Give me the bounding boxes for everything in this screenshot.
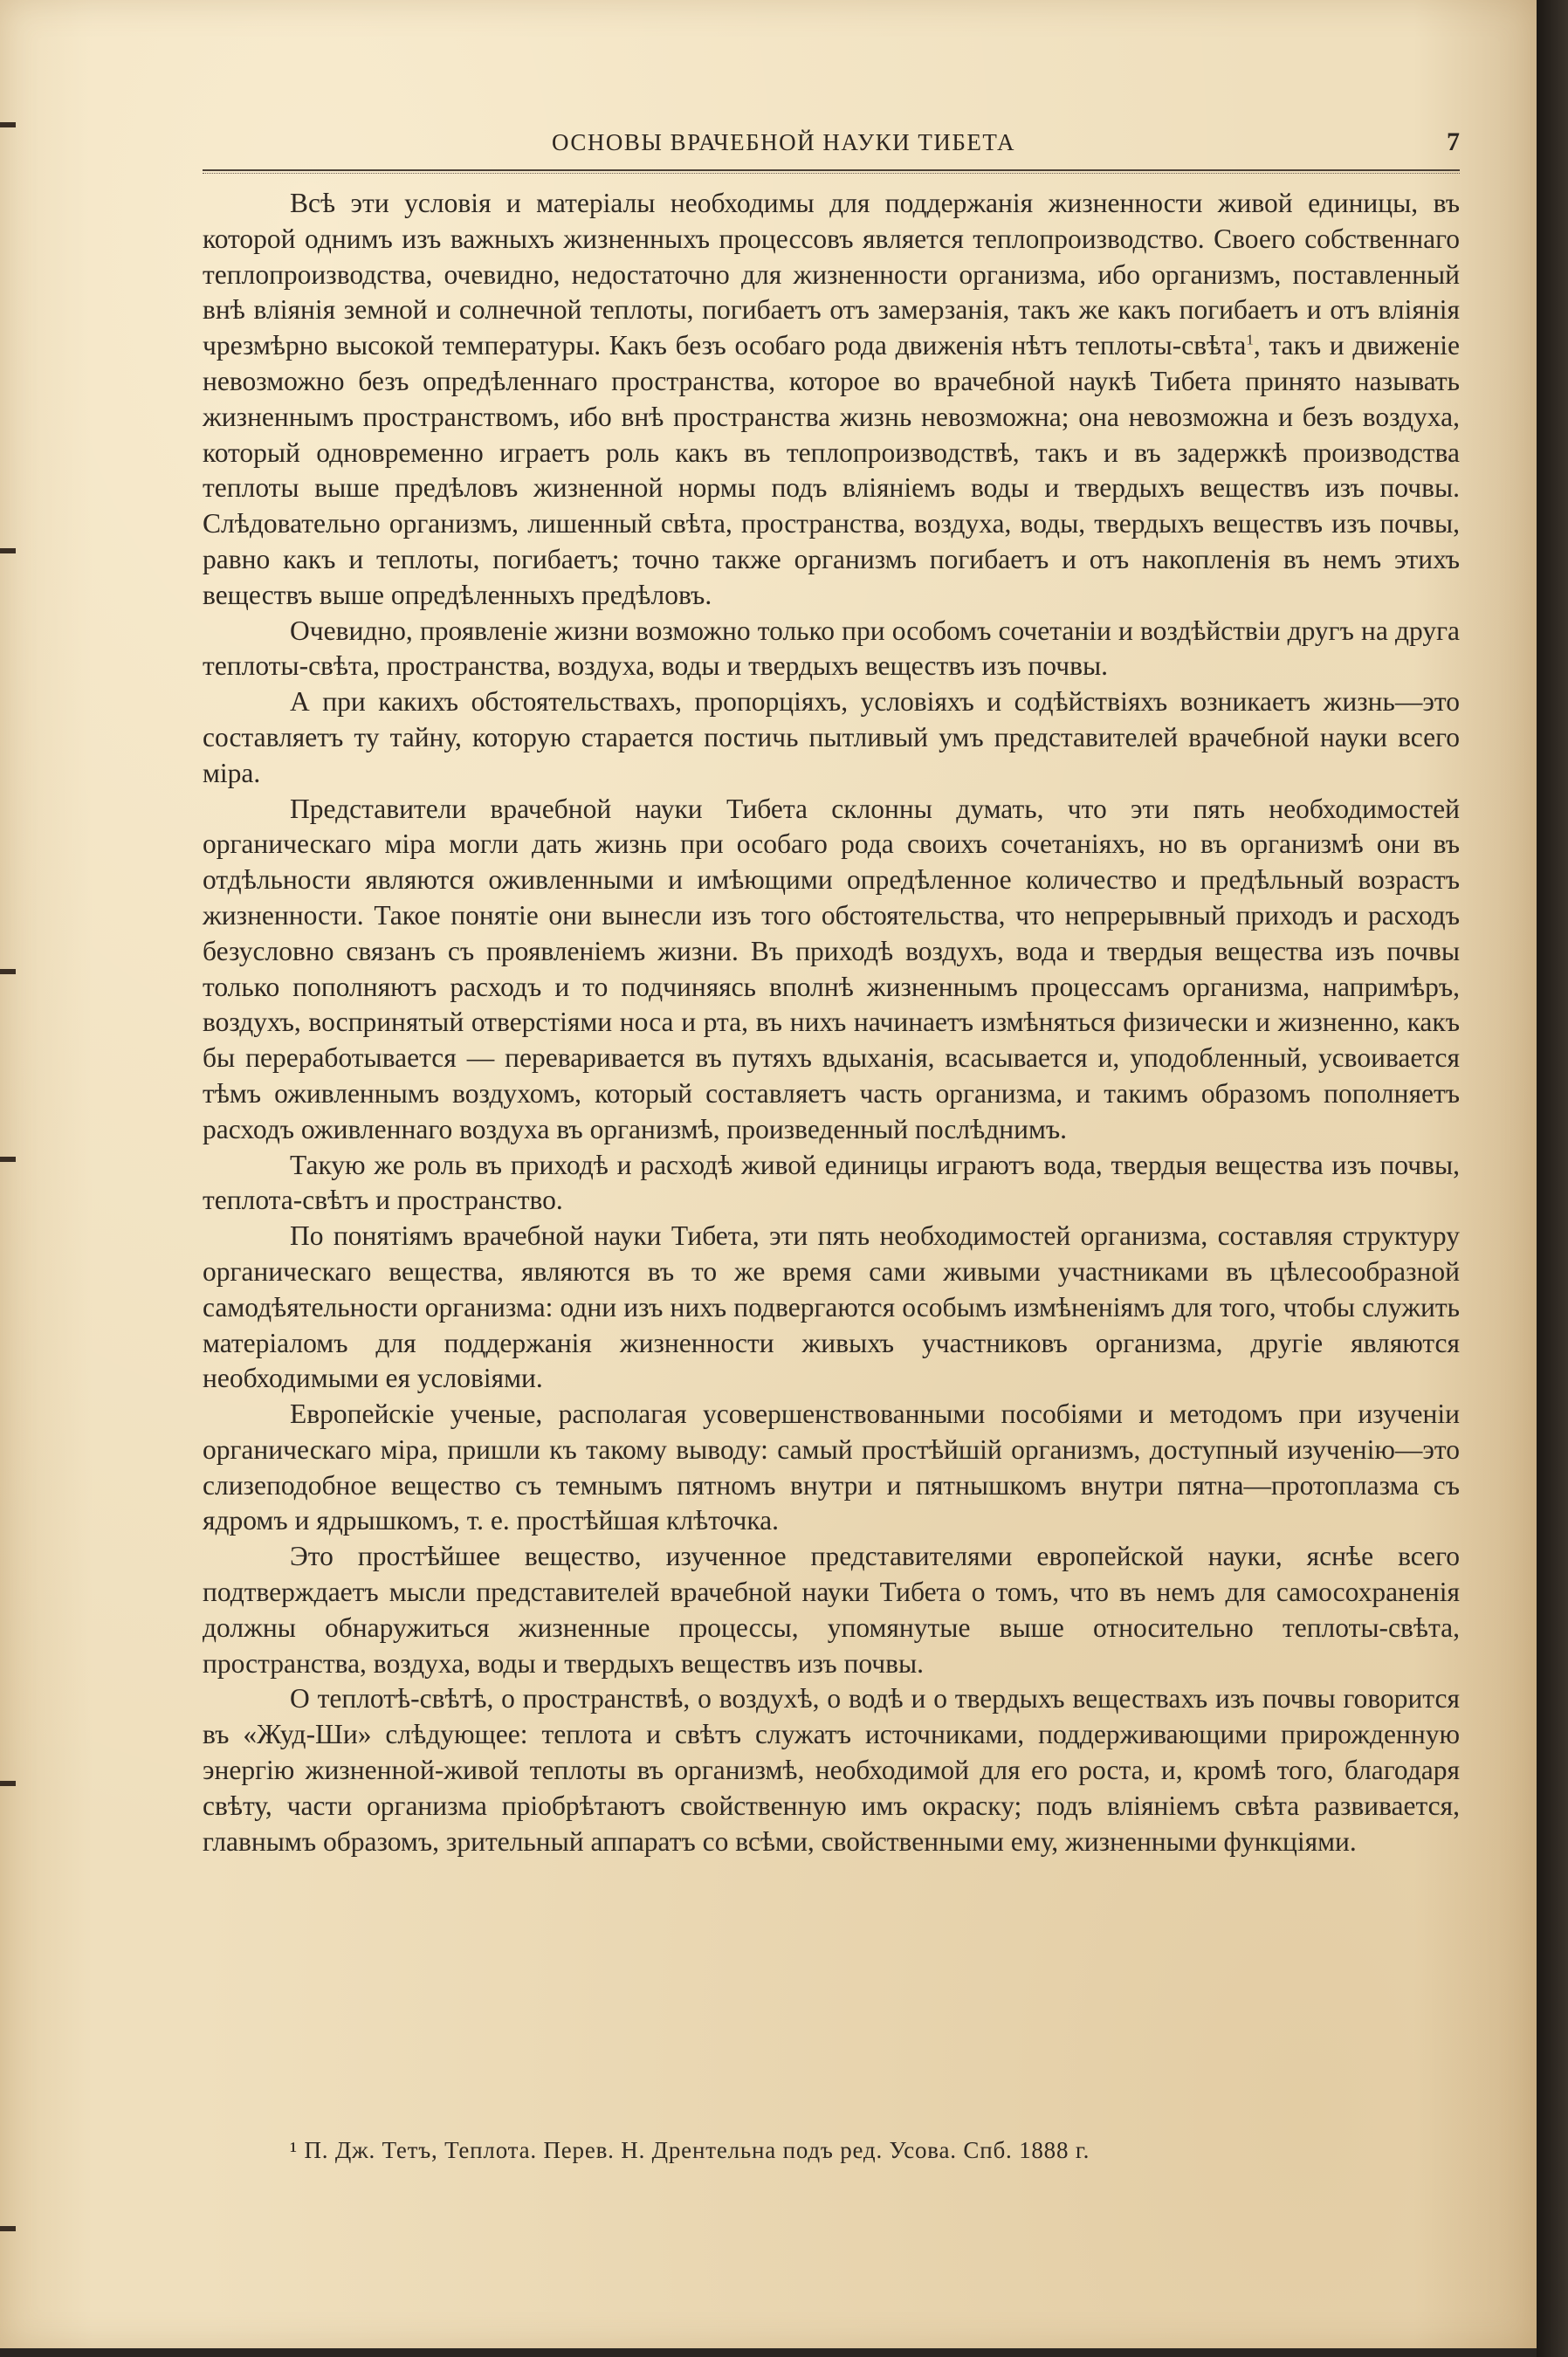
page-edge-mark: [0, 1781, 16, 1786]
paragraph: Всѣ эти условія и матеріалы необходимы для поддержанія жизненности живой единицы, въ которой однимъ изъ важныхъ жизненныхъ процессовъ является теплопроизводство. Своего собственнаго теплопроизводства, очевидно, недостаточно для жизненности организма, ибо организмъ, поставленный внѣ вліянія земной и солнечной теплоты, погибаетъ отъ замерзанія, такъ же какъ погибаетъ и отъ вліянія чрезмѣрно высокой температуры. Какъ безъ особаго рода движенія нѣтъ теплоты-свѣта$^1$, такъ и движеніе невозможно безъ опредѣленнаго пространства, которое во врачебной наукѣ Тибета принято называть жизненнымъ пространствомъ, ибо внѣ пространства жизнь невозможна; она невозможна и безъ воздуха, который одновременно играетъ роль какъ въ теплопроизводствѣ, такъ и въ задержкѣ производства теплоты выше предѣловъ жизненной нормы подъ вліяніемъ воды и твердыхъ веществъ изъ почвы. Слѣдовательно организмъ, лишенный свѣта, пространства, воздуха, воды, твердыхъ веществъ изъ почвы, равно какъ и теплоты, погибаетъ; точно также организмъ погибаетъ и отъ накопленія въ немъ этихъ веществъ выше опредѣленныхъ предѣловъ.: [203, 188, 1460, 610]
paragraph: Очевидно, проявленіе жизни возможно только при особомъ сочетаніи и воздѣйствіи другъ на друга теплоты-свѣта, пространства, воздуха, воды и твердыхъ веществъ изъ почвы.: [203, 615, 1460, 682]
page-edge-mark: [0, 1157, 16, 1162]
paragraph: А при какихъ обстоятельствахъ, пропорціяхъ, условіяхъ и содѣйствіяхъ возникаетъ жизнь—это составляетъ ту тайну, которую старается постичь пытливый умъ представителей врачебной науки всего міра.: [203, 686, 1460, 788]
paragraph: По понятіямъ врачебной науки Тибета, эти пять необходимостей организма, составляя структуру органическаго вещества, являются въ то же время сами живыми участниками въ цѣлесообразной самодѣятельности организма: одни изъ нихъ подвергаются особымъ измѣненіямъ для того, чтобы служить матеріаломъ для поддержанія жизненности живыхъ участниковъ организма, другіе являются необходимыми ея условіями.: [203, 1220, 1460, 1394]
page-edge-mark: [0, 548, 16, 553]
running-header: [203, 127, 1460, 166]
paragraph: Это простѣйшее вещество, изученное представителями европейской науки, яснѣе всего подтверждаетъ мысли представителей врачебной науки Тибета о томъ, что въ немъ для самосохраненія должны обнаружиться жизненные процессы, упомянутые выше относительно теплоты-свѣта, пространства, воздуха, воды и твердыхъ веществъ изъ почвы.: [203, 1541, 1460, 1679]
page-edge-mark: [0, 122, 16, 127]
footnote-reference: 1: [1246, 331, 1254, 348]
header-rule: [203, 169, 1460, 171]
page-edge-mark: [0, 2226, 16, 2231]
paragraph: О теплотѣ-свѣтѣ, о пространствѣ, о воздухѣ, о водѣ и о твердыхъ веществахъ изъ почвы говорится въ «Жуд-Ши» слѣдующее: теплота и свѣтъ служатъ источниками, поддерживающими прирожденную энергію жизненной-живой теплоты въ организмѣ, необходимой для его роста, и, кромѣ того, благодаря свѣту, части организма пріобрѣтаютъ свойственную имъ окраску; подъ вліяніемъ свѣта развивается, главнымъ образомъ, зрительный аппаратъ со всѣми, свойственными ему, жизненными функціями.: [203, 1683, 1460, 1857]
paragraph: Такую же роль въ приходѣ и расходѣ живой единицы играютъ вода, твердыя вещества изъ почвы, теплота-свѣтъ и пространство.: [203, 1149, 1460, 1216]
page-edge-mark: [0, 969, 16, 974]
paragraph: Представители врачебной науки Тибета склонны думать, что эти пять необходимостей органическаго міра могли дать жизнь при особаго рода своихъ сочетаніяхъ, но въ организмѣ они въ отдѣльности являются оживленными и имѣющими опредѣленное количество и предѣльный возрастъ жизненности. Такое понятіе они вынесли изъ того обстоятельства, что непрерывный приходъ и расходъ безусловно связанъ съ проявленіемъ жизни. Въ приходѣ воздухъ, вода и твердыя вещества изъ почвы только пополняютъ расходъ и то подчиняясь вполнѣ жизненнымъ процессамъ организма, напримѣръ, воздухъ, воспринятый отверстіями носа и рта, въ нихъ начинаетъ измѣняться физически и жизненно, какъ бы переработывается — перевариваетcя въ путяхъ вдыханія, всасывается и, уподобленный, усвоивается тѣмъ оживленнымъ воздухомъ, который составляетъ часть организма, и такимъ образомъ пополняетъ расходъ оживленнаго воздуха въ организмѣ, произведенный послѣднимъ.: [203, 793, 1460, 1144]
paragraph: Европейскіе ученые, располагая усовершенствованными пособіями и методомъ при изученіи органическаго міра, пришли къ такому выводу: самый простѣйшій организмъ, доступный изученію—это слизеподобное вещество съ темнымъ пятномъ внутри и пятнышкомъ внутри пятна—протоплазма съ ядромъ и ядрышкомъ, т. е. простѣйшая клѣточка.: [203, 1398, 1460, 1536]
body-text: [203, 186, 1460, 1859]
page-number: 7: [1447, 127, 1460, 156]
footnote: ¹ П. Дж. Тетъ, Теплота. Перев. Н. Дрентельна подъ ред. Усова. Спб. 1888 г.: [290, 2137, 1090, 2163]
page-gutter-shadow: [1537, 0, 1568, 2357]
header-rule-dotted: [203, 173, 1460, 174]
running-title: ОСНОВЫ ВРАЧЕБНОЙ НАУКИ ТИБЕТА: [552, 129, 1016, 155]
